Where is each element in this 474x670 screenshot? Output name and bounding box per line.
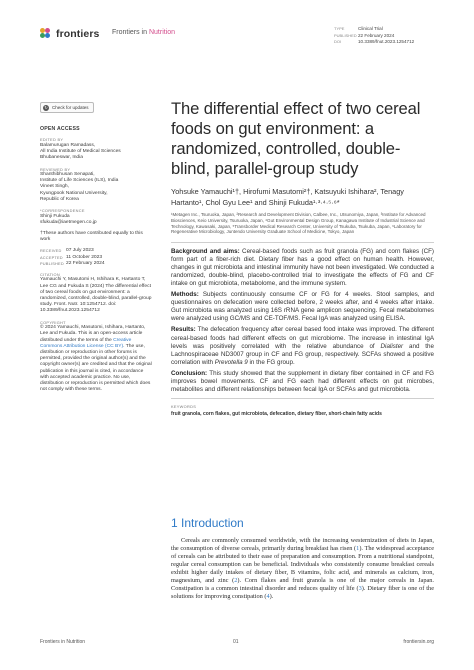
check-updates-label: Check for updates xyxy=(52,104,89,110)
received-date: 07 July 2023 xyxy=(66,248,94,254)
section-heading-introduction: 1 Introduction xyxy=(171,516,244,530)
correspondent-name: Shinji Fukuda xyxy=(40,213,70,219)
accepted-date: 11 October 2023 xyxy=(66,254,103,260)
citation-label: CITATION xyxy=(40,271,60,277)
published-label: PUBLISHED xyxy=(334,32,357,38)
article-main xyxy=(171,99,434,417)
results-text: and the Lachnospiraceae ND3007 group in CF and FG group, respectively. SCFAs showed a positive correlation with xyxy=(171,342,434,366)
edited-by-label: EDITED BY xyxy=(40,137,64,143)
background-text: Cereal-based foods such as fruit granola (FG) and corn flakes (CF) form part of a fiber-rich diet. Dietary fiber has a good effect on human health. However, changes in gut microbiota and intestinal immunity have not been investigated. We conducted a randomized, double-blind, placebo-controlled trial to investigate the effects of FG and CF intake on gut microbiota, metabolome, and the immune system. xyxy=(171,247,435,287)
published-value: 22 February 2024 xyxy=(358,32,395,38)
abstract-methods xyxy=(171,291,434,323)
correspondence-label: *CORRESPONDENCE xyxy=(40,208,85,214)
reviewer-name: Vineet Singh, xyxy=(40,184,70,190)
reviewer-affiliation: Kyungpook National University, xyxy=(40,190,108,196)
abstract-background xyxy=(171,248,434,288)
check-updates-button[interactable] xyxy=(40,102,94,113)
editor-name: Balamurugan Ramadass, xyxy=(40,142,96,148)
footer-site-link[interactable]: frontiersin.org xyxy=(403,639,434,645)
journal-prefix: Frontiers in xyxy=(112,29,149,36)
reviewer-affiliation: Institute of Life Sciences (ILS), India xyxy=(40,178,119,184)
accepted-label: ACCEPTED xyxy=(40,254,63,260)
equal-contribution-note: †These authors have contributed equally to this work xyxy=(40,230,143,243)
introduction-body xyxy=(171,537,434,601)
citation-text: Yamauchi Y, Masutomi H, Ishihara K, Hartanto T, Lee CG and Fukuda S (2024) The differential effect of two cereal foods on gut environment: a randomized, controlled, double-blind, parallel-group study. Front. Nutr. 10:1254712. doi: 10.3389/fnut.2023.1254712 xyxy=(40,277,152,314)
background-label: Background and aims: xyxy=(171,247,240,255)
keywords-label: KEYWORDS xyxy=(171,403,197,409)
copyright-text-end: . The use, distribution or reproduction in other forums is permitted, provided the original author(s) and the copyright owner(s) are credited and that the original publication in this journal is cited, in accordance with accepted academic practice. No use, distribution or reproduction is permitted which does not comply with these terms. xyxy=(40,343,152,393)
open-access-label: OPEN ACCESS xyxy=(40,126,80,133)
conclusion-label: Conclusion: xyxy=(171,369,208,377)
results-text: The defecation frequency after cereal based food intake was improved. The different cereal-based foods had different effects on gut microbiome. The increase in intestinal IgA levels was positively correlated with the relative abundance of xyxy=(171,326,434,350)
article-sidebar xyxy=(40,102,152,398)
page-header xyxy=(40,24,434,52)
reference-link[interactable]: 4 xyxy=(266,593,270,600)
refresh-icon: ↻ xyxy=(44,104,48,110)
copyright-text-start: © 2024 Yamauchi, Masutomi, Ishihara, Hartanto, Lee and Fukuda. This is an open-access article distributed under the terms of the xyxy=(40,325,146,343)
article-meta xyxy=(334,26,434,46)
editor-affiliation: All India Institute of Medical Sciences xyxy=(40,149,121,155)
frontiers-logo[interactable] xyxy=(40,28,100,40)
divider xyxy=(171,242,434,243)
results-label: Results: xyxy=(171,326,196,334)
dates-section xyxy=(40,248,152,267)
copyright-section xyxy=(40,320,152,394)
taxon-name: Prevotella 9 xyxy=(214,358,248,366)
keywords: fruit granola, corn flakes, gut microbiota, defecation, dietary fiber, short-chain fatty acids xyxy=(171,410,382,417)
methods-text: Subjects continuously consume CF or FG for 4 weeks. Stool samples, and questionnaires on defecation were collected before, 2 weeks after, and 4 weeks after intake. Gut microbiota was analyzed using 16S rRNA gene amplicon sequencing. Fecal metabolomes were analyzed using GC/MS and CE-TOF/MS. Fecal IgA was analyzed using ELISA. xyxy=(171,291,434,323)
reference-link[interactable]: 2 xyxy=(234,577,238,584)
divider xyxy=(171,398,434,399)
cc-license-link[interactable]: Creative Commons Attribution License (CC BY) xyxy=(40,337,132,349)
affiliations: ¹Metagen Inc., Tsuruoka, Japan, ²Research and Development Division, Calbee, Inc., Utsunomiya, Japan, ³Institute for Advanced Biosciences, Keio University, Tsuruoka, Japan, ⁴Gut Environmental Design Group, Kanagawa Institute of Industrial Science and Technology, Kawasaki, Japan, ⁵Transborder Medical Research Center, University of Tsukuba, Tsukuba, Japan, ⁶Laboratory for Regenerative Microbiology, Juntendo University Graduate School of Medicine, Tokyo, Japan xyxy=(171,212,426,235)
doi-label: DOI xyxy=(334,39,342,44)
reviewed-by-label: REVIEWED BY xyxy=(40,166,71,172)
author-list: Yohsuke Yamauchi¹†, Hirofumi Masutomi²†, Katsuyuki Ishihara², Tenagy Hartanto¹, Chol Gyu Lee¹ and Shinji Fukuda¹·³·⁴·⁵·⁶* xyxy=(171,187,404,207)
results-text: in the FG group. xyxy=(247,358,295,366)
body-text: Cereals are commonly consumed worldwide, with the increasing westernization of diets in Japan, the consumption of diverse cereals, primarily during breakfast has risen ( xyxy=(171,537,434,552)
type-value: Clinical Trial xyxy=(358,26,383,31)
doi-link[interactable]: 10.3389/fnut.2023.1254712 xyxy=(358,39,415,44)
footer-journal: Frontiers in Nutrition xyxy=(40,639,86,645)
abstract-results xyxy=(171,326,434,366)
edited-by-section xyxy=(40,137,152,161)
reviewed-by-section xyxy=(40,167,152,204)
methods-label: Methods: xyxy=(171,291,199,299)
conclusion-text: This study showed that the supplement in dietary fiber contained in CF and FG improves bowel movements. CF and FG each had different effects on gut microbes, metabolites and different relationships between fecal IgA or SCFAs and gut microbiota. xyxy=(171,369,434,393)
editor-location: Bhubaneswar, India xyxy=(40,155,83,161)
received-label: RECEIVED xyxy=(40,248,62,254)
body-text: ). xyxy=(269,593,274,600)
body-text: ). Corn flakes and fruit granola is one of the major cereals in Japan. Constipation is a common intestinal disorder and reduces quality of life ( xyxy=(171,577,434,592)
correspondent-email[interactable]: sfukuda@iaetmegen.co.jp xyxy=(40,219,97,225)
published-date: 22 February 2024 xyxy=(66,260,105,266)
copyright-text xyxy=(40,325,152,393)
reviewer-location: Republic of Korea xyxy=(40,196,79,202)
copyright-label: COPYRIGHT xyxy=(40,319,66,325)
introduction-paragraph xyxy=(171,537,434,601)
correspondence-section xyxy=(40,208,152,226)
abstract-conclusion xyxy=(171,370,434,394)
journal-title[interactable] xyxy=(112,29,175,36)
reviewer-name: Shanthibhusan Senapati, xyxy=(40,172,95,178)
brand-name: frontiers xyxy=(56,28,100,40)
body-text: ). The widespread acceptance of cereals can be attributed to their ease of preparation and consumption. From a nutritional standpoint, regular cereal consumption can be beneficial. Individuals who consistently consume breakfast cereals exhibit higher daily intakes of dietary fiber, B vitamins, folic acid, and minerals as calcium, iron, magnesium, and zinc ( xyxy=(171,545,434,584)
article-title: The differential effect of two cereal foods on gut environment: a randomized, controlled, double-blind, parallel-group study xyxy=(171,99,421,178)
frontiers-logo-icon xyxy=(40,28,52,40)
reference-link[interactable]: 3 xyxy=(358,585,362,592)
citation-section xyxy=(40,272,152,315)
published-label: PUBLISHED xyxy=(40,260,64,266)
reference-link[interactable]: 1 xyxy=(356,545,360,552)
body-text: ). Dietary fiber is one of the solutions for improving constipation ( xyxy=(171,585,435,600)
taxon-name: Dialister xyxy=(380,342,404,350)
type-label: TYPE xyxy=(334,26,345,31)
journal-name: Nutrition xyxy=(148,29,176,36)
abstract xyxy=(171,248,434,394)
page-number: 01 xyxy=(233,639,239,645)
